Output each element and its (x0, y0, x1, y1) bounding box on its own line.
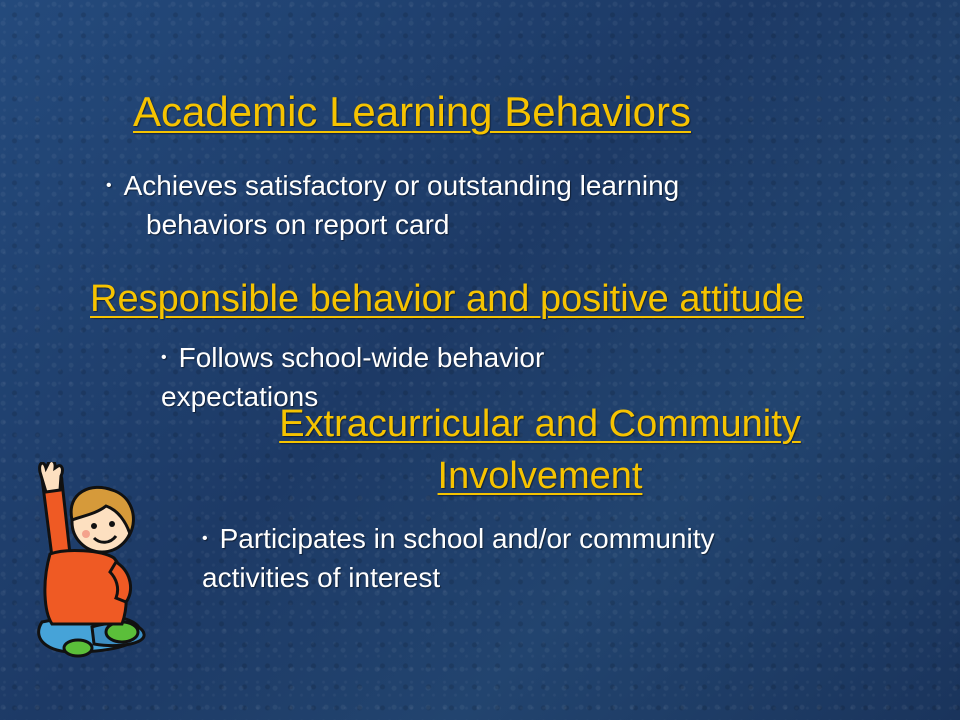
bullet-text-line: behaviors on report card (146, 209, 450, 240)
bullet-text-line: Follows school-wide behavior (178, 342, 545, 373)
bullet-text-line: expectations (161, 381, 319, 412)
bullet-dot: • (202, 530, 208, 547)
section-title-responsible: Responsible behavior and positive attitude (90, 278, 805, 320)
bullet-dot: • (161, 349, 167, 366)
bullet-dot: • (106, 177, 112, 194)
section-title-extracurricular (200, 398, 880, 502)
bullet-text-line: Achieves satisfactory or outstanding learning (123, 170, 680, 201)
bullet-text-line: activities of interest (202, 562, 441, 593)
section-title-academic: Academic Learning Behaviors (133, 88, 691, 135)
bullet-academic (106, 166, 746, 244)
child-raising-hand-clipart (22, 462, 172, 662)
title-line: Involvement (437, 455, 643, 497)
title-line: Extracurricular and Community (279, 403, 801, 445)
bullet-text-line: Participates in school and/or community (219, 523, 715, 554)
bullet-extracurricular (202, 519, 922, 597)
